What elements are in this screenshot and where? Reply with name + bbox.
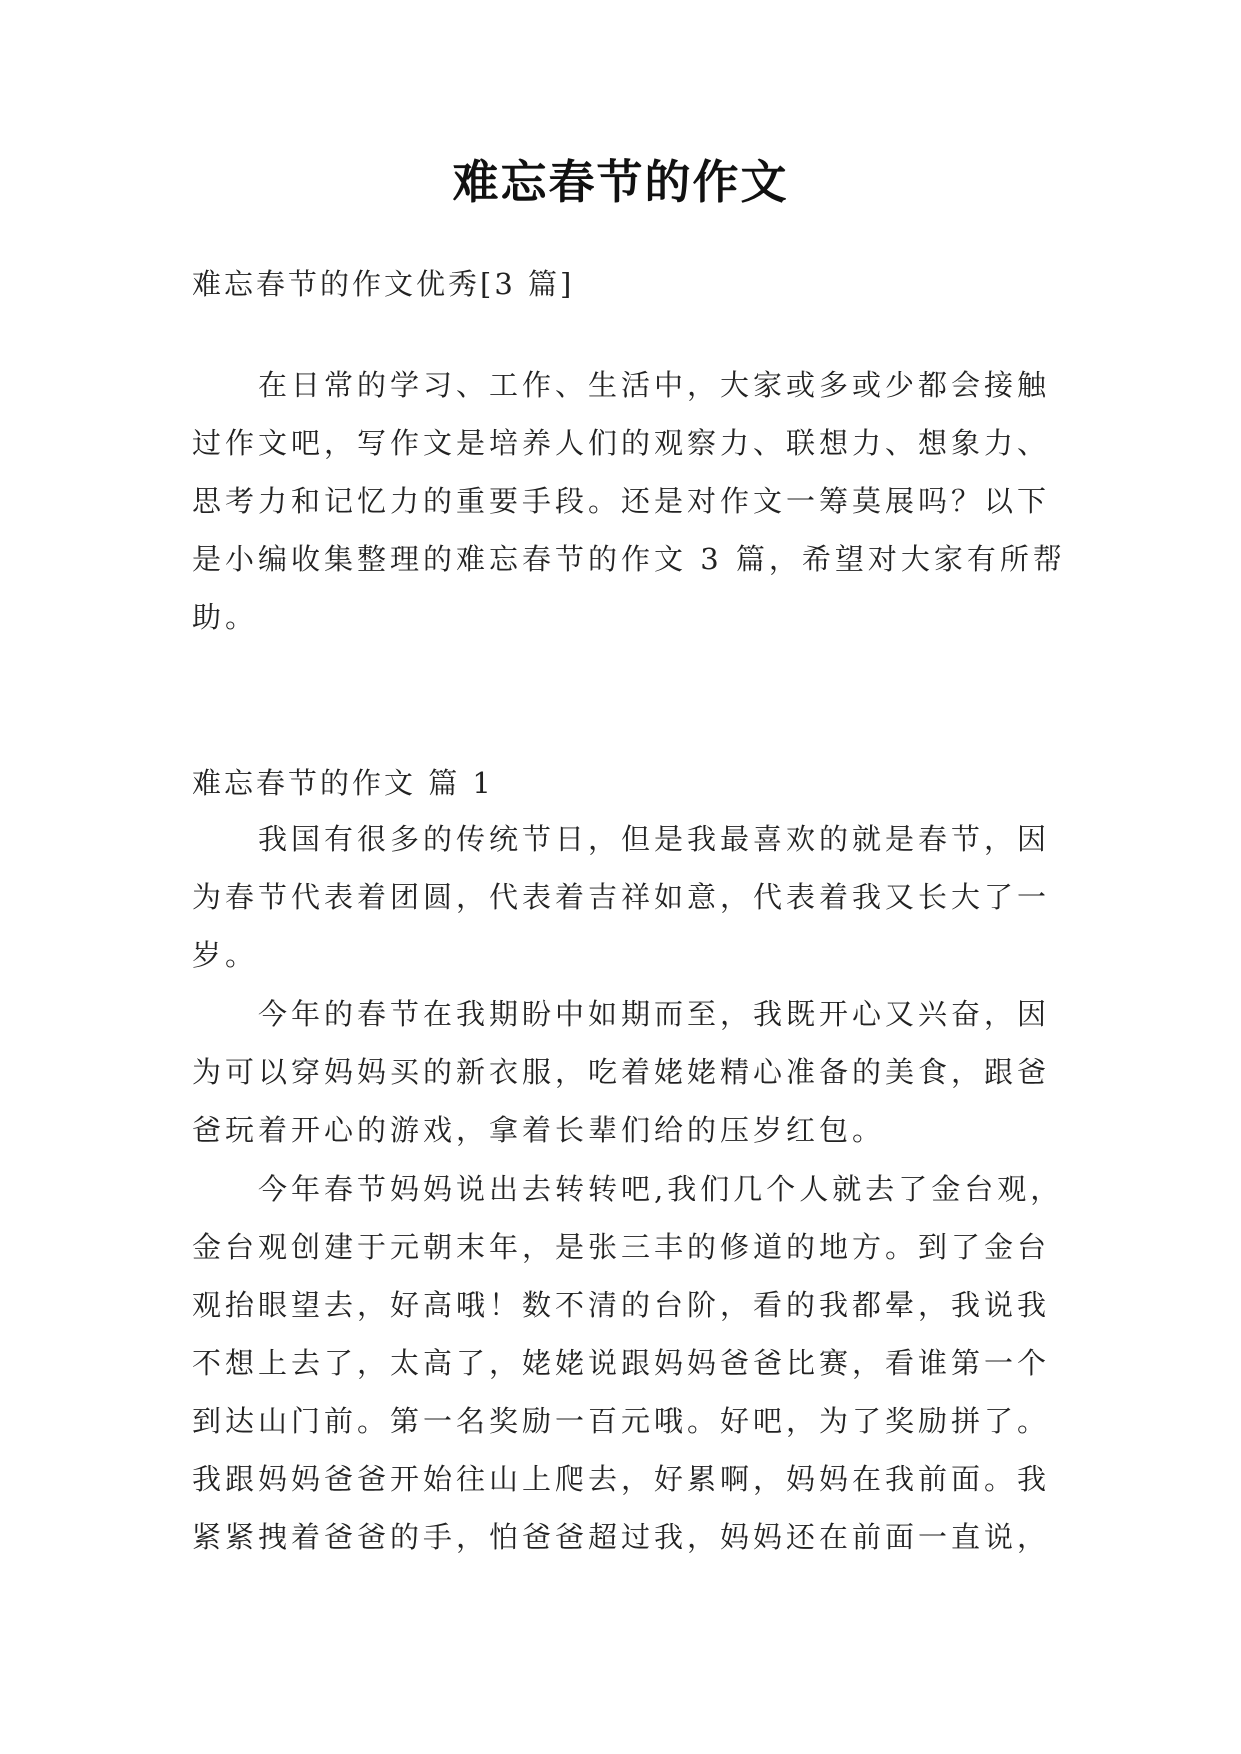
paragraph-line: 岁。 xyxy=(192,938,259,972)
document-title: 难忘春节的作文 xyxy=(452,155,789,209)
paragraph-line: 金台观创建于元朝末年，是张三丰的修道的地方。到了金台 xyxy=(192,1230,1051,1264)
paragraph-line: 紧紧拽着爸爸的手，怕爸爸超过我，妈妈还在前面一直说， xyxy=(192,1520,1051,1554)
paragraph-line: 今年的春节在我期盼中如期而至，我既开心又兴奋，因 xyxy=(192,997,1051,1031)
paragraph-line: 爸玩着开心的游戏，拿着长辈们给的压岁红包。 xyxy=(192,1113,886,1147)
paragraph-2 xyxy=(192,985,1072,1159)
paragraph-line: 到达山门前。第一名奖励一百元哦。好吧，为了奖励拼了。 xyxy=(192,1404,1051,1438)
paragraph-line: 今年春节妈妈说出去转转吧,我们几个人就去了金台观， xyxy=(192,1172,1064,1206)
paragraph-3 xyxy=(192,1160,1072,1566)
intro-line: 是小编收集整理的难忘春节的作文 3 篇，希望对大家有所帮 xyxy=(192,542,1066,576)
intro-paragraph xyxy=(192,356,1072,646)
document-subtitle: 难忘春节的作文优秀[3 篇] xyxy=(192,267,575,301)
paragraph-line: 为春节代表着团圆，代表着吉祥如意，代表着我又长大了一 xyxy=(192,880,1051,914)
intro-line: 过作文吧，写作文是培养人们的观察力、联想力、想象力、 xyxy=(192,426,1051,460)
paragraph-line: 我跟妈妈爸爸开始往山上爬去，好累啊，妈妈在我前面。我 xyxy=(192,1462,1051,1496)
paragraph-line: 观抬眼望去，好高哦！数不清的台阶，看的我都晕，我说我 xyxy=(192,1288,1051,1322)
intro-line: 助。 xyxy=(192,600,259,634)
section-heading: 难忘春节的作文 篇 1 xyxy=(192,766,494,800)
paragraph-1 xyxy=(192,810,1072,984)
intro-line: 思考力和记忆力的重要手段。还是对作文一筹莫展吗？以下 xyxy=(192,484,1051,518)
paragraph-line: 我国有很多的传统节日，但是我最喜欢的就是春节，因 xyxy=(192,822,1051,856)
paragraph-line: 为可以穿妈妈买的新衣服，吃着姥姥精心准备的美食，跟爸 xyxy=(192,1055,1051,1089)
intro-line: 在日常的学习、工作、生活中，大家或多或少都会接触 xyxy=(192,368,1051,402)
paragraph-line: 不想上去了，太高了，姥姥说跟妈妈爸爸比赛，看谁第一个 xyxy=(192,1346,1051,1380)
